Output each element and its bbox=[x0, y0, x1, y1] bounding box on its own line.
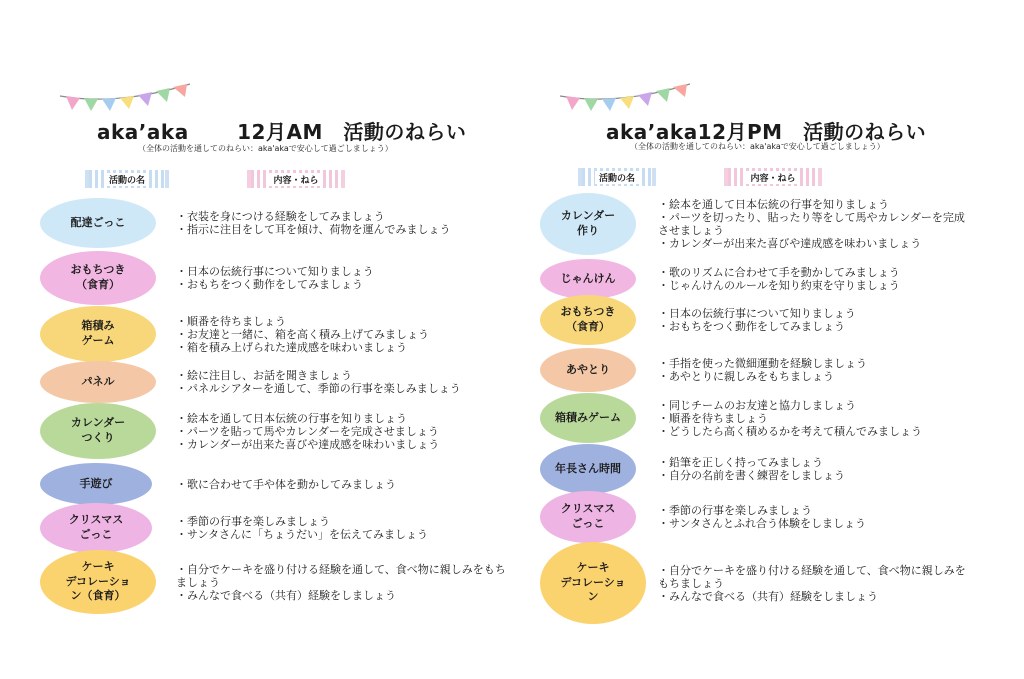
activity-aims bbox=[176, 412, 506, 451]
activity-aims bbox=[176, 478, 506, 491]
aim-point: ・絵に注目し、お話を聞きましょう bbox=[176, 369, 352, 382]
aim-point: ・順番を待ちましょう bbox=[176, 314, 286, 328]
aim-point: ・みんなで食べる（共有）経験をしましょう bbox=[176, 588, 396, 602]
aim-point: ・手指を使った微細運動を経験しましょう bbox=[658, 357, 867, 370]
aim-point: ・おもちをつく動作をしてみましょう bbox=[658, 320, 845, 333]
page-subtitle: （全体の活動を通してのねらい：aka'akaで安心して過ごしましょう） bbox=[138, 144, 393, 153]
activity-aims bbox=[176, 210, 506, 236]
activity-aims bbox=[658, 357, 974, 383]
aim-point: ・絵本を通して日本伝統の行事を知りましょう bbox=[176, 411, 407, 425]
aim-point: ・あやとりに親しみをもちましょう bbox=[658, 370, 834, 383]
aim-point: ・サンタさんに「ちょうだい」を伝えてみましょう bbox=[176, 528, 429, 541]
aim-point: ・サンタさんとふれ合う体験をしましょう bbox=[658, 517, 867, 530]
aim-point: ・パーツを貼って馬やカレンダーを完成させましょう bbox=[176, 424, 439, 438]
activity-name-oval: あやとり bbox=[540, 348, 636, 392]
page-subtitle: （全体の活動を通してのねらい：aka'akaで安心して過ごしましょう） bbox=[630, 142, 885, 151]
aim-point: ・日本の伝統行事について知りましょう bbox=[658, 307, 856, 320]
content-header: 内容・ねら bbox=[724, 168, 822, 186]
aim-point: ・同じチームのお友達と協力しましょう bbox=[658, 398, 856, 412]
activity-name-oval: おもちつき （食育） bbox=[540, 295, 636, 345]
content-header: 内容・ねら bbox=[247, 170, 345, 188]
aim-point: ・じゃんけんのルールを知り約束を守りましょう bbox=[658, 279, 900, 292]
activity-name-oval: じゃんけん bbox=[540, 259, 636, 299]
aim-point: ・歌のリズムに合わせて手を動かしてみましょう bbox=[658, 266, 900, 279]
aim-point: ・季節の行事を楽しみましょう bbox=[176, 515, 330, 528]
aim-point: ・おもちをつく動作をしてみましょう bbox=[176, 278, 363, 291]
activity-name-oval: 配達ごっこ bbox=[40, 198, 156, 248]
aim-point: ・絵本を通して日本伝統の行事を知りましょう bbox=[658, 198, 889, 211]
activity-aims bbox=[176, 315, 506, 354]
activity-name-oval: 年長さん時間 bbox=[540, 444, 636, 494]
activity-name-oval: 手遊び bbox=[40, 463, 152, 505]
activity-name-oval: カレンダー 作り bbox=[540, 193, 636, 255]
aim-point: ・どうしたら高く積めるかを考えて積んでみましょう bbox=[658, 424, 922, 438]
aim-point: ・自分でケーキを盛り付ける経験を通して、食べ物に親しみをもちましょう bbox=[658, 563, 966, 590]
activity-name-oval: クリスマス ごっこ bbox=[540, 491, 636, 543]
activity-name-oval: クリスマス ごっこ bbox=[40, 503, 152, 553]
aim-point: ・カレンダーが出来た喜びや達成感を味わいましょう bbox=[658, 237, 922, 250]
page-title: aka’aka 12月AM 活動のねらい bbox=[97, 120, 467, 144]
activity-aims bbox=[176, 563, 506, 602]
aim-point: ・指示に注目をして耳を傾け、荷物を運んでみましょう bbox=[176, 223, 451, 236]
activity-aims bbox=[176, 265, 506, 291]
aim-point: ・歌に合わせて手や体を動かしてみましょう bbox=[176, 477, 396, 491]
aim-point: ・パネルシアターを通して、季節の行事を楽しみましょう bbox=[176, 382, 461, 395]
activity-name-oval: 箱積みゲーム bbox=[540, 393, 636, 443]
activity-name-header: 活動の名 bbox=[85, 170, 169, 188]
aim-point: ・パーツを切ったり、貼ったり等をして馬やカレンダーを完成させましょう bbox=[658, 211, 965, 237]
aim-point: ・順番を待ちましょう bbox=[658, 411, 768, 425]
aim-point: ・カレンダーが出来た喜びや達成感を味わいましょう bbox=[176, 437, 440, 451]
activity-aims bbox=[658, 307, 974, 333]
activity-aims bbox=[658, 504, 974, 530]
aim-point: ・鉛筆を正しく持ってみましょう bbox=[658, 456, 823, 469]
aim-point: ・お友達と一緒に、箱を高く積み上げてみましょう bbox=[176, 327, 429, 341]
aim-point: ・日本の伝統行事について知りましょう bbox=[176, 265, 374, 278]
aim-point: ・自分の名前を書く練習をしましょう bbox=[658, 469, 845, 482]
activity-aims bbox=[176, 515, 506, 541]
activity-name-oval: おもちつき （食育） bbox=[40, 251, 156, 305]
page-title: aka’aka12月PM 活動のねらい bbox=[606, 120, 927, 144]
aim-point: ・季節の行事を楽しみましょう bbox=[658, 504, 812, 517]
activity-aims bbox=[658, 564, 974, 603]
activity-aims bbox=[658, 198, 974, 250]
activity-aims bbox=[658, 456, 974, 482]
activity-name-oval: ケーキ デコレーショ ン bbox=[540, 542, 646, 624]
pm-sheet bbox=[512, 0, 1024, 679]
aim-point: ・みんなで食べる（共有）経験をしましょう bbox=[658, 589, 878, 603]
activity-name-oval: 箱積み ゲーム bbox=[40, 306, 156, 362]
aim-point: ・箱を積み上げられた達成感を味わいましょう bbox=[176, 340, 407, 354]
activity-name-oval: カレンダー つくり bbox=[40, 403, 156, 459]
activity-aims bbox=[658, 399, 974, 438]
activity-name-oval: ケーキ デコレーショ ン（食育） bbox=[40, 550, 156, 614]
aim-point: ・自分でケーキを盛り付ける経験を通して、食べ物に親しみをもちましょう bbox=[176, 562, 506, 589]
bunting-decoration bbox=[58, 78, 192, 114]
activity-aims bbox=[176, 369, 506, 395]
aim-point: ・衣装を身につける経験をしてみましょう bbox=[176, 210, 385, 223]
activity-name-oval: パネル bbox=[40, 361, 156, 403]
bunting-decoration bbox=[558, 78, 692, 114]
activity-aims bbox=[658, 266, 974, 292]
activity-name-header: 活動の名 bbox=[578, 168, 656, 186]
